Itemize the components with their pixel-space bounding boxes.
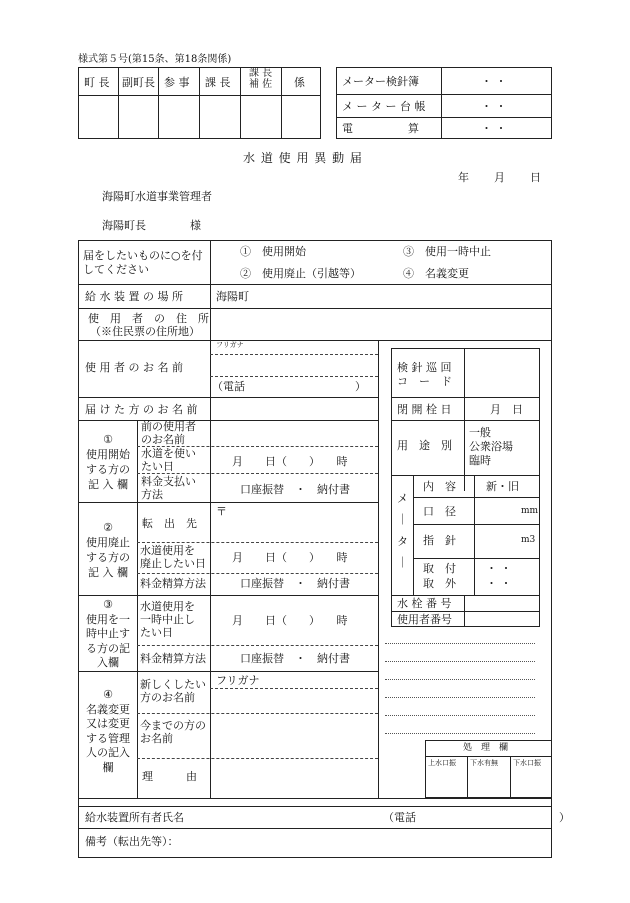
meter-row-value: ・ ・ [481, 75, 507, 88]
meter-row-label: 電 算 [342, 122, 419, 135]
date-month: 月 [494, 171, 505, 184]
meter-vertical-label: メ ｜ タ ｜ [397, 492, 408, 570]
addressee-mayor: 海陽町長 様 [102, 219, 201, 232]
supply-location-label: 給 水 装 置 の 場 所 [85, 290, 183, 303]
diameter-label: 口 径 [423, 505, 456, 518]
section2-settle-value[interactable]: 口座振替 ・ 納付書 [240, 577, 350, 590]
addressee-manager: 海陽町水道事業管理者 [102, 190, 212, 203]
section2-end-date-label: 水道使用を 廃止したい日 [140, 544, 206, 570]
notice-label: 届をしたいものに○を付してください [83, 249, 203, 276]
install-value[interactable]: ・ ・ [486, 562, 512, 575]
user-address-note: （※住民票の住所地） [90, 325, 200, 338]
usage-type-values[interactable]: 一般 公衆浴場 臨時 [469, 426, 513, 467]
hydrant-number-label: 水 栓 番 号 [397, 597, 452, 610]
section2-head: ② 使用廃止 する方の 記 入 欄 [86, 521, 130, 579]
processing-col: 上水口振 [428, 759, 456, 767]
approval-header: 参 事 [164, 76, 190, 89]
section2-end-date-value[interactable]: 月 日（ ） 時 [232, 551, 348, 564]
section2-move-label: 転 出 先 [142, 517, 197, 530]
owner-name-label: 給水装置所有者氏名 [85, 811, 184, 824]
date-year: 年 [458, 171, 469, 184]
route-code-label: 検 針 巡 回 コ ー ド [397, 361, 452, 388]
meter-row-label: メ ー タ ー 台 帳 [342, 100, 426, 113]
processing-col: 下水有無 [470, 759, 498, 767]
approval-header: 課 長 補 佐 [249, 68, 273, 90]
section4-old-name-label: 今までの方の お名前 [140, 719, 206, 746]
section1-payment-label: 料金支払い 方法 [141, 475, 196, 501]
section3-suspend-date-value[interactable]: 月 日（ ） 時 [232, 614, 348, 627]
content-label: 内 容 [423, 480, 456, 493]
section4-furigana: フリガナ [216, 674, 260, 687]
option-suspend[interactable]: ③ 使用一時中止 [403, 245, 491, 258]
install-label: 取 付 [423, 562, 456, 575]
approval-header: 課 長 [205, 76, 231, 89]
diameter-unit: mm [521, 506, 539, 516]
option-name-change[interactable]: ④ 名義変更 [403, 267, 469, 280]
section2-settle-label: 料金精算方法 [140, 577, 206, 590]
section1-head: ① 使用開始 する方の 記 入 欄 [86, 433, 130, 491]
remarks-label: 備考（転出先等）： [85, 835, 179, 848]
closing-date-value[interactable]: 月 日 [490, 403, 523, 416]
approval-header: 副町長 [122, 76, 155, 89]
user-furigana: フリガナ [216, 341, 244, 349]
approval-header: 町 長 [84, 76, 110, 89]
usage-type-label: 用 途 別 [397, 439, 452, 452]
supply-location-value[interactable]: 海陽町 [216, 290, 249, 303]
section1-payment-value[interactable]: 口座振替 ・ 納付書 [240, 483, 350, 496]
owner-phone[interactable]: （電話 ） [383, 811, 570, 824]
section1-start-date-value[interactable]: 月 日（ ） 時 [232, 455, 348, 468]
user-address-label: 使 用 者 の 住 所 [88, 312, 209, 325]
section1-start-date-label: 水道を使い たい日 [141, 447, 196, 473]
section3-head: ③ 使用を一 時中止す る方の記 入欄 [86, 598, 130, 670]
postal-mark: 〒 [216, 505, 227, 518]
user-phone[interactable]: （電話 ） [212, 380, 366, 393]
user-name-label: 使 用 者 の お 名 前 [85, 361, 183, 374]
form-number: 様式第５号(第15条、第18条関係) [78, 54, 232, 65]
meter-row-value: ・ ・ [481, 100, 507, 113]
processing-title: 処 理 欄 [463, 743, 509, 753]
remove-label: 取 外 [423, 577, 456, 590]
approval-header: 係 [294, 76, 305, 89]
closing-date-label: 閉 開 栓 日 [397, 403, 452, 416]
section3-suspend-date-label: 水道使用を 一時中止し たい日 [140, 600, 195, 640]
date-day: 日 [530, 171, 541, 184]
section1-prev-user-label: 前の使用者 のお名前 [141, 420, 196, 446]
section4-head: ④ 名義変更 又は変更 する管理 人の記入 欄 [86, 688, 130, 774]
section4-reason-label: 理 由 [142, 770, 197, 783]
section3-settle-value[interactable]: 口座振替 ・ 納付書 [240, 652, 350, 665]
section4-new-name-label: 新しくしたい 方のお名前 [140, 678, 206, 705]
content-value[interactable]: 新・旧 [486, 480, 519, 493]
option-end[interactable]: ② 使用廃止（引越等） [240, 267, 361, 280]
section3-settle-label: 料金精算方法 [140, 652, 206, 665]
processing-col: 下水口振 [513, 759, 541, 767]
page-title: 水 道 使 用 異 動 届 [243, 151, 363, 165]
meter-row-label: メーター検針簿 [342, 75, 419, 88]
user-number-label: 使用者番号 [397, 613, 452, 626]
notifier-label: 届 け た 方 の お 名 前 [85, 403, 198, 416]
reading-unit: m3 [521, 535, 536, 545]
meter-row-value: ・ ・ [481, 122, 507, 135]
remove-value[interactable]: ・ ・ [486, 577, 512, 590]
option-start[interactable]: ① 使用開始 [240, 245, 306, 258]
reading-label: 指 針 [423, 534, 456, 547]
